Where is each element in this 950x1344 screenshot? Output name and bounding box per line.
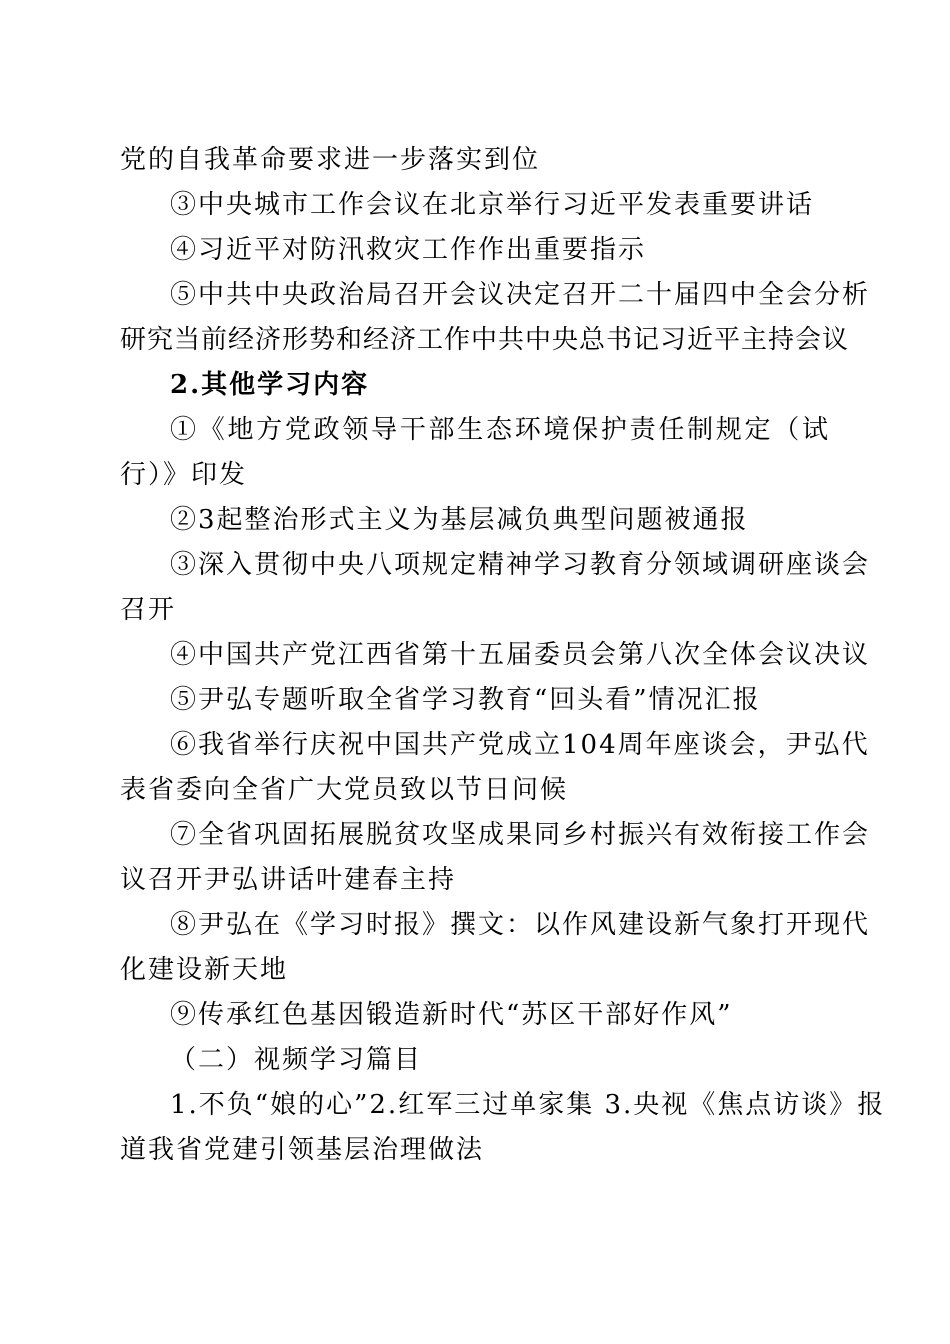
text-line: 召开 bbox=[120, 595, 177, 625]
section-heading: （二）视频学习篇目 bbox=[170, 1045, 423, 1075]
list-item: ③深入贯彻中央八项规定精神学习教育分领域调研座谈会 bbox=[170, 550, 871, 580]
list-item: ⑤尹弘专题听取全省学习教育“回头看”情况汇报 bbox=[170, 685, 761, 715]
list-item: ③中央城市工作会议在北京举行习近平发表重要讲话 bbox=[170, 190, 815, 220]
list-item: ⑧尹弘在《学习时报》撰文：以作风建设新气象打开现代 bbox=[170, 910, 871, 940]
text-line: 化建设新天地 bbox=[120, 955, 289, 985]
list-item: ①《地方党政领导干部生态环境保护责任制规定（试 bbox=[170, 415, 830, 445]
list-item: ⑦全省巩固拓展脱贫攻坚成果同乡村振兴有效衔接工作会 bbox=[170, 820, 871, 850]
text-line: 道我省党建引领基层治理做法 bbox=[120, 1135, 485, 1165]
list-item: ⑥我省举行庆祝中国共产党成立104周年座谈会，尹弘代 bbox=[170, 730, 870, 760]
text-line: 研究当前经济形势和经济工作中共中央总书记习近平主持会议 bbox=[120, 325, 850, 355]
list-item: ④习近平对防汛救灾工作作出重要指示 bbox=[170, 235, 647, 265]
text-line: 行）》印发 bbox=[120, 460, 248, 490]
text-line: 党的自我革命要求进一步落实到位 bbox=[120, 145, 541, 175]
section-heading: 2.其他学习内容 bbox=[170, 370, 370, 400]
list-item: ④中国共产党江西省第十五届委员会第八次全体会议决议 bbox=[170, 640, 871, 670]
list-item: ②3起整治形式主义为基层减负典型问题被通报 bbox=[170, 505, 749, 535]
list-item: ⑤中共中央政治局召开会议决定召开二十届四中全会分析 bbox=[170, 280, 871, 310]
list-item: ⑨传承红色基因锻造新时代“苏区干部好作风” bbox=[170, 1000, 733, 1030]
list-item: 1.不负“娘的心”2.红军三过单家集 3.央视《焦点访谈》报 bbox=[170, 1090, 886, 1120]
text-line: 表省委向全省广大党员致以节日问候 bbox=[120, 775, 569, 805]
text-line: 议召开尹弘讲话叶建春主持 bbox=[120, 865, 457, 895]
